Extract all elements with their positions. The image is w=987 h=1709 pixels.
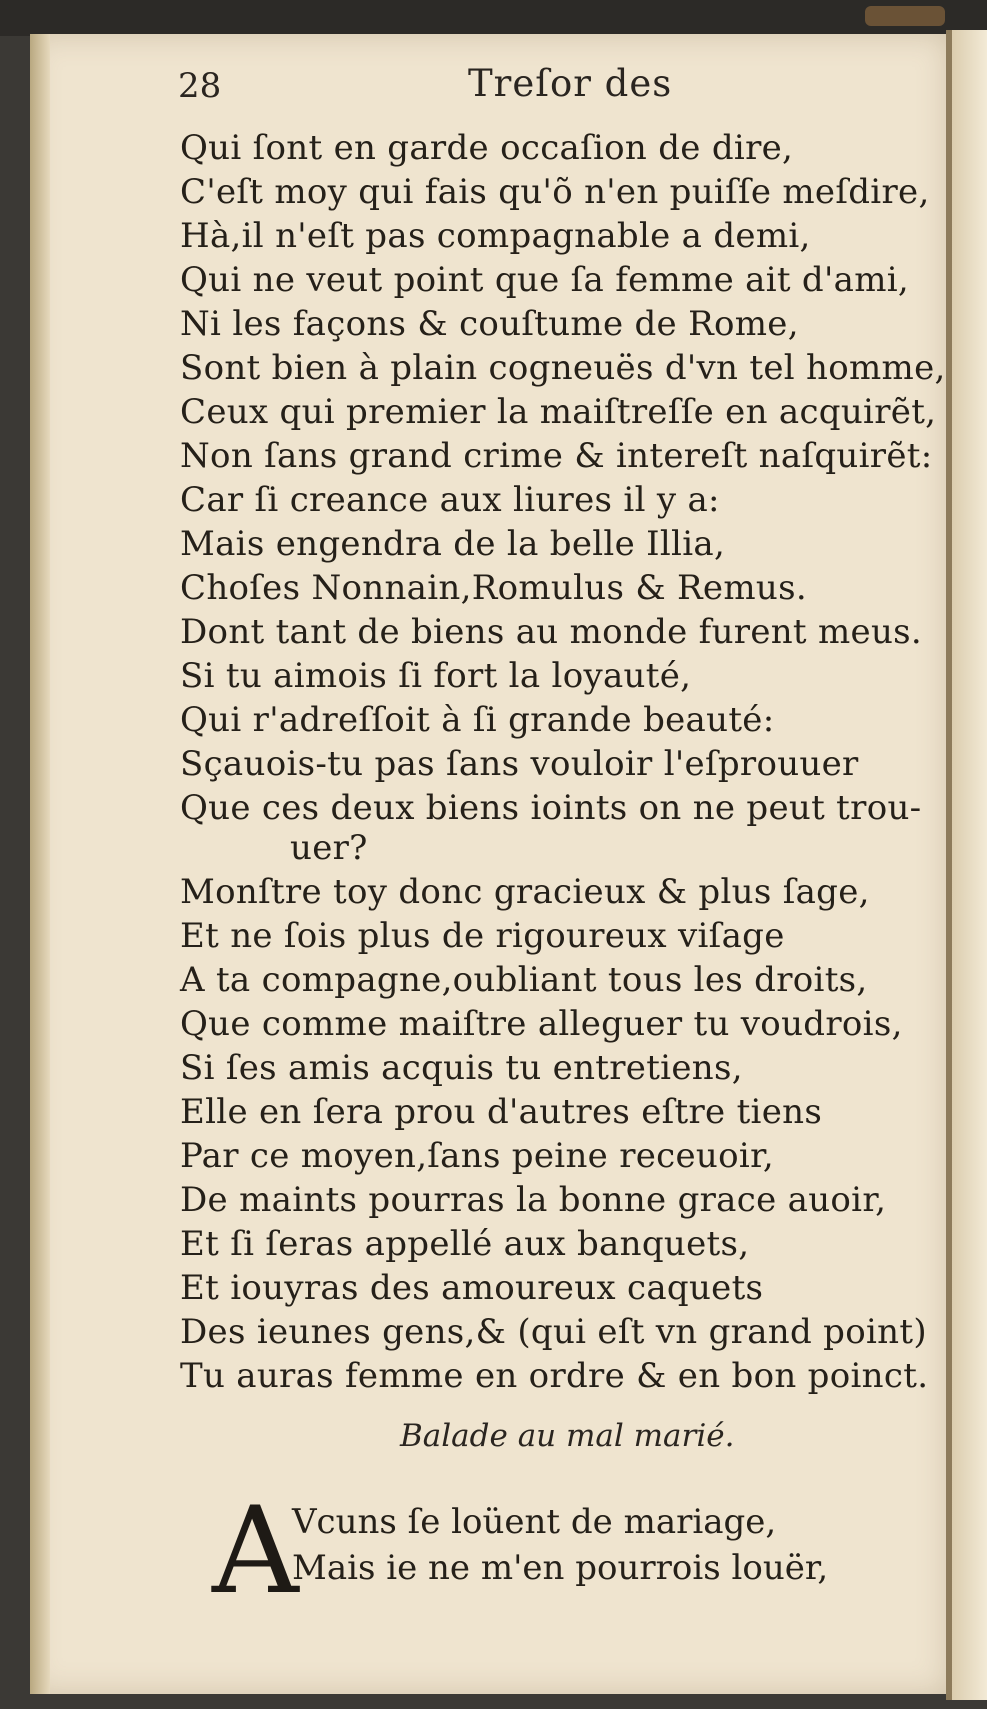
verse-line: Par ce moyen,ſans peine receuoir, [180,1136,774,1176]
verse-line: Qui ſont en garde occaſion de dire, [180,128,794,168]
running-head: Treſor des [468,62,673,105]
verse-line: Choſes Nonnain,Romulus & Remus. [180,568,807,608]
verse-line: Hà,il n'eſt pas compagnable a demi, [180,216,811,256]
verse-line: Si tu aimois ſi fort la loyauté, [180,656,692,696]
page-stain [865,6,945,26]
verse-line: Et ne ſois plus de rigoureux viſage [180,916,785,956]
verse-line: Non ſans grand crime & intereſt naſquirẽt: [180,436,933,476]
drop-cap: A [212,1482,299,1621]
verse-line-continuation: uer? [290,828,368,868]
verse-line: Dont tant de biens au monde furent meus. [180,612,923,652]
background-top [0,0,987,36]
page-number: 28 [178,66,222,106]
ballad-title: Balade au mal marié. [400,1418,735,1454]
verse-line: Ceux qui premier la maiſtreſſe en acquirẽt, [180,392,937,432]
ballad-line: Vcuns ſe loüent de mariage, [292,1502,777,1542]
ballad-line: Mais ie ne m'en pourrois louër, [292,1548,829,1588]
verse-line: Et iouyras des amoureux caquets [180,1268,764,1308]
verse-line: Sont bien à plain cogneuës d'vn tel homme, [180,348,946,388]
verse-line: Car ſi creance aux liures il y a: [180,480,720,520]
verse-line: Sçauois-tu pas ſans vouloir l'eſprouuer [180,744,859,784]
verse-line: Que comme maiſtre alleguer tu voudrois, [180,1004,903,1044]
verse-line: Mais engendra de la belle Illia, [180,524,726,564]
verse-line: Qui ne veut point que ſa femme ait d'ami, [180,260,910,300]
verse-line: Et ſi ſeras appellé aux banquets, [180,1224,750,1264]
verse-line: De maints pourras la bonne grace auoir, [180,1180,887,1220]
verse-line: Si ſes amis acquis tu entretiens, [180,1048,743,1088]
facing-page-edge [946,30,987,1700]
verse-line: A ta compagne,oubliant tous les droits, [180,960,868,1000]
verse-line: Tu auras femme en ordre & en bon poinct. [180,1356,929,1396]
verse-line: Que ces deux biens ioints on ne peut trou- [180,788,922,828]
verse-line: Qui r'adreſſoit à ſi grande beauté: [180,700,775,740]
verse-line: Monſtre toy donc gracieux & plus ſage, [180,872,870,912]
verse-line: C'eſt moy qui fais qu'õ n'en puiſſe meſdire, [180,172,930,212]
page-header [0,62,987,112]
verse-line: Elle en ſera prou d'autres eſtre tiens [180,1092,823,1132]
verse-line: Ni les façons & couſtume de Rome, [180,304,799,344]
verse-line: Des ieunes gens,& (qui eſt vn grand point) [180,1312,927,1352]
